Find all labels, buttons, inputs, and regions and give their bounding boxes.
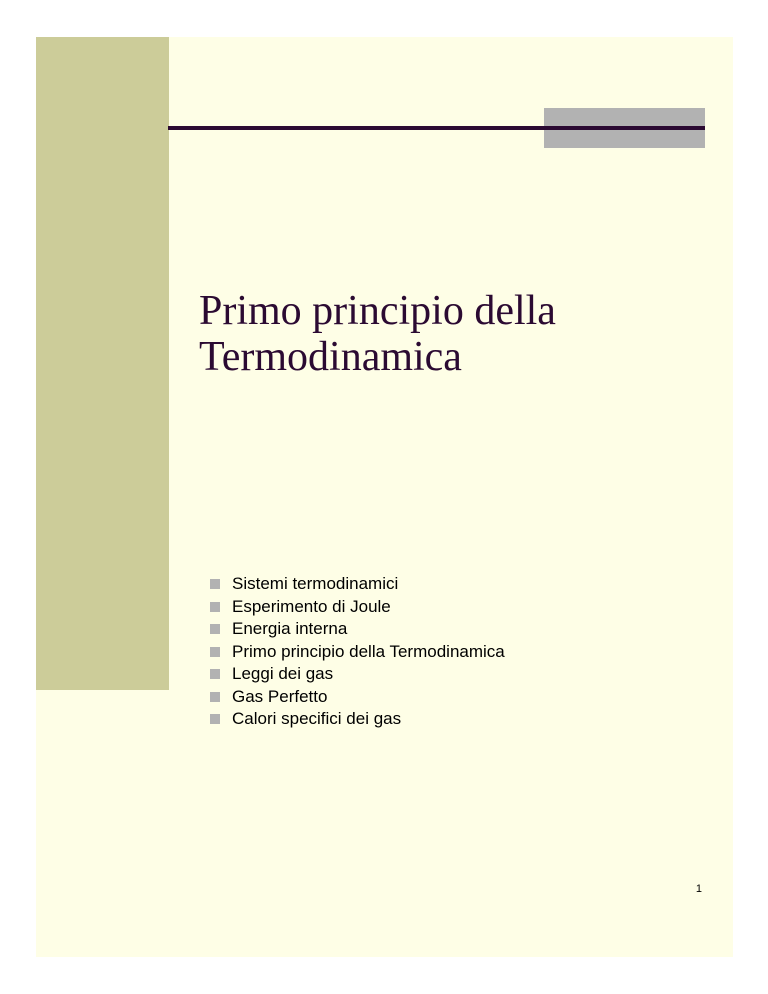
- square-bullet-icon: [210, 692, 220, 702]
- slide-title: [199, 288, 699, 380]
- topic-label: Energia interna: [232, 619, 348, 638]
- topic-label: Primo principio della Termodinamica: [232, 641, 505, 661]
- topic-list-item: [210, 596, 505, 619]
- square-bullet-icon: [210, 669, 220, 679]
- topic-list-item: [210, 618, 505, 641]
- topic-label: Leggi dei gas: [232, 664, 334, 683]
- square-bullet-icon: [210, 714, 220, 724]
- square-bullet-icon: [210, 602, 220, 612]
- title-rule: [168, 126, 705, 130]
- page-number: 1: [695, 883, 702, 895]
- square-bullet-icon: [210, 624, 220, 634]
- topic-list-item: [210, 708, 505, 731]
- square-bullet-icon: [210, 647, 220, 657]
- slide: [36, 37, 733, 957]
- topic-label: Gas Perfetto: [232, 686, 328, 706]
- side-band: [36, 37, 169, 690]
- topic-label: Sistemi termodinamici: [232, 574, 399, 593]
- square-bullet-icon: [210, 579, 220, 589]
- topic-list-item: [210, 641, 505, 664]
- topic-list-item: [210, 573, 505, 596]
- slide-title-line-2: Termodinamica: [199, 334, 462, 380]
- slide-title-line-1: Primo principio della: [199, 288, 556, 334]
- topic-list-item: [210, 686, 505, 709]
- topic-list: [210, 573, 505, 731]
- topic-list-item: [210, 663, 505, 686]
- topic-label: Esperimento di Joule: [232, 596, 391, 616]
- topic-label: Calori specifici dei gas: [232, 709, 402, 728]
